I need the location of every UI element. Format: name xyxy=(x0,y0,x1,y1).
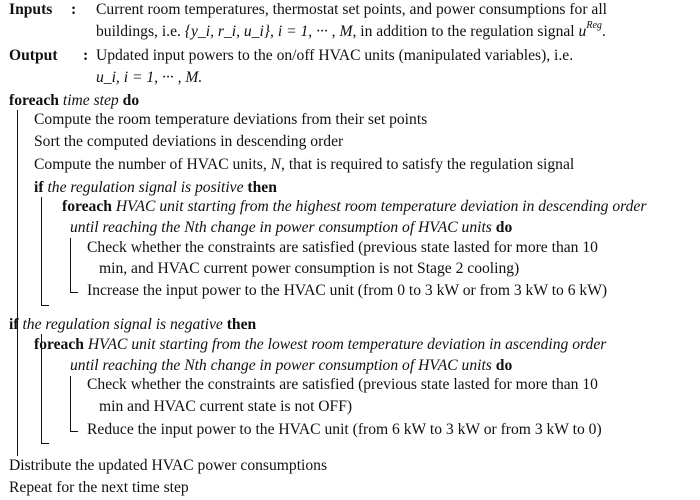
foreach-positive-rule xyxy=(70,238,71,293)
step-distribute: Distribute the updated HVAC power consumptions xyxy=(9,457,328,474)
output-math: u_i, i = 1, ··· , M. xyxy=(96,69,203,86)
if-negative: if the regulation signal is negative then xyxy=(9,316,257,333)
output-label: Output : xyxy=(9,47,89,64)
check-negative-line-2: min and HVAC current state is not OFF) xyxy=(99,398,353,415)
check-positive-line-1: Check whether the constraints are satisfied (previous state lasted for more than 10 xyxy=(87,239,598,256)
if-positive-rule xyxy=(41,197,42,306)
foreach-time-step: foreach time step do xyxy=(9,92,140,109)
check-negative-line-1: Check whether the constraints are satisfied (previous state lasted for more than 10 xyxy=(87,376,598,393)
if-negative-rule-end xyxy=(41,443,49,444)
outer-block-rule xyxy=(17,110,18,456)
output-line-1: Updated input powers to the on/off HVAC units (manipulated variables), i.e. xyxy=(96,47,574,64)
inputs-math: {y_i, r_i, u_i}, i = 1, ··· , M xyxy=(184,23,353,40)
if-positive: if the regulation signal is positive then xyxy=(34,179,277,196)
if-positive-rule-end xyxy=(41,305,49,306)
foreach-positive-line-1: foreach HVAC unit starting from the highest room temperature deviation in descending order xyxy=(62,198,647,215)
inputs-label: Inputs : xyxy=(9,1,77,18)
inputs-line-1: Current room temperatures, thermostat set points, and power consumptions for all xyxy=(96,1,608,18)
step-compute-n: Compute the number of HVAC units, N, that is required to satisfy the regulation signal xyxy=(34,156,575,173)
step-repeat: Repeat for the next time step xyxy=(9,479,189,496)
inputs-line-2: buildings, i.e. {y_i, r_i, u_i}, i = 1, ··· , M, in addition to the regulation signal $u^{Reg}$. xyxy=(96,19,606,40)
action-increase-power: Increase the input power to the HVAC unit (from 0 to 3 kW or from 3 kW to 6 kW) xyxy=(87,282,608,299)
step-sort-deviations: Sort the computed deviations in descending order xyxy=(34,133,344,150)
step-compute-deviations: Compute the room temperature deviations from their set points xyxy=(34,111,428,128)
foreach-negative-rule xyxy=(70,376,71,432)
action-reduce-power: Reduce the input power to the HVAC unit (from 6 kW to 3 kW or from 3 kW to 0) xyxy=(87,421,602,438)
foreach-negative-line-2: until reaching the Nth change in power consumption of HVAC units do xyxy=(70,357,513,374)
check-positive-line-2: min, and HVAC current power consumption is not Stage 2 cooling) xyxy=(99,260,520,277)
foreach-negative-line-1: foreach HVAC unit starting from the lowest room temperature deviation in ascending order xyxy=(34,336,607,353)
foreach-positive-line-2: until reaching the Nth change in power consumption of HVAC units do xyxy=(70,219,513,236)
foreach-positive-rule-end xyxy=(70,292,78,293)
foreach-negative-rule-end xyxy=(70,431,78,432)
